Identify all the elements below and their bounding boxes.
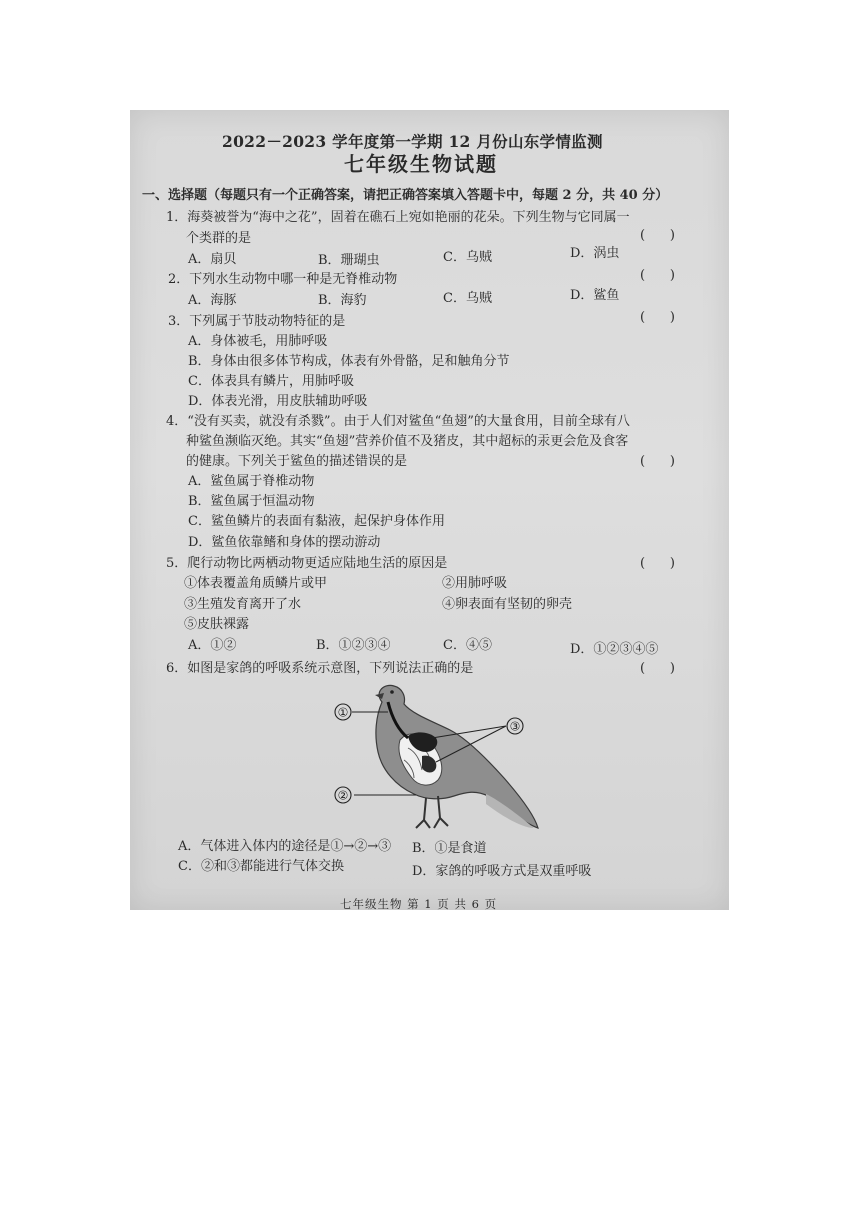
q3-stem: 3．下列属于节肢动物特征的是 <box>168 314 346 329</box>
q6-option-b: B．①是食道 <box>412 841 487 856</box>
pigeon-legs <box>416 796 448 828</box>
q4-answer-blank[interactable]: ( ) <box>640 454 675 469</box>
q5-item-4: ④卵表面有坚韧的卵壳 <box>442 597 573 612</box>
q2-option-d: D．鲨鱼 <box>570 288 620 303</box>
q5-option-d: D．①②③④⑤ <box>570 642 659 657</box>
figure-label-3: ③ <box>509 719 521 734</box>
q3-option-a: A．身体被毛，用肺呼吸 <box>188 334 328 349</box>
q2-option-a: A．海豚 <box>188 293 237 308</box>
page-title: 七年级生物试题 <box>344 152 498 176</box>
figure-label-1: ① <box>337 705 349 720</box>
q4-stem-line2: 种鲨鱼濒临灭绝。其实“鱼翅”营养价值不及猪皮，其中超标的汞更会危及食客 <box>186 434 629 449</box>
q1-stem-line2: 个类群的是 <box>186 231 252 246</box>
pigeon-respiratory-diagram <box>326 678 541 836</box>
q5-item-3: ③生殖发育离开了水 <box>184 597 302 612</box>
q4-stem-line1: 4．“没有买卖，就没有杀戮”。由于人们对鲨鱼“鱼翅”的大量食用，目前全球有八 <box>166 414 630 429</box>
q6-option-d: D．家鸽的呼吸方式是双重呼吸 <box>412 864 592 879</box>
q6-option-a: A．气体进入体内的途径是①→②→③ <box>178 839 392 854</box>
q6-stem: 6．如图是家鸽的呼吸系统示意图，下列说法正确的是 <box>166 661 474 676</box>
q3-answer-blank[interactable]: ( ) <box>640 310 675 325</box>
q4-option-a: A．鲨鱼属于脊椎动物 <box>188 474 315 489</box>
q4-option-b: B．鲨鱼属于恒温动物 <box>188 494 315 509</box>
q1-option-a: A．扇贝 <box>188 252 237 267</box>
q2-stem: 2．下列水生动物中哪一种是无脊椎动物 <box>168 272 398 287</box>
q5-item-1: ①体表覆盖角质鳞片或甲 <box>184 576 328 591</box>
q1-answer-blank[interactable]: ( ) <box>640 228 675 243</box>
page-footer: 七年级生物 第 1 页 共 6 页 <box>340 897 498 910</box>
q1-option-d: D．涡虫 <box>570 246 620 261</box>
q5-option-c: C．④⑤ <box>443 638 492 653</box>
q2-answer-blank[interactable]: ( ) <box>640 268 675 283</box>
q2-option-b: B．海豹 <box>318 293 367 308</box>
section-heading: 一、选择题（每题只有一个正确答案，请把正确答案填入答题卡中，每题 2 分，共 40 分） <box>142 188 669 203</box>
q4-option-d: D．鲨鱼依靠鳍和身体的摆动游动 <box>188 535 381 550</box>
q1-option-c: C．乌贼 <box>443 250 492 265</box>
exam-header: 2022－2023 学年度第一学期 12 月份山东学情监测 <box>222 132 603 151</box>
q6-answer-blank[interactable]: ( ) <box>640 661 675 676</box>
q3-option-c: C．体表具有鳞片，用肺呼吸 <box>188 374 354 389</box>
q4-option-c: C．鲨鱼鳞片的表面有黏液，起保护身体作用 <box>188 514 445 529</box>
pigeon-eye <box>390 690 394 694</box>
q5-answer-blank[interactable]: ( ) <box>640 556 675 571</box>
q1-stem-line1: 1．海葵被誉为“海中之花”，固着在礁石上宛如艳丽的花朵。下列生物与它同属一 <box>166 210 630 225</box>
q2-option-c: C．乌贼 <box>443 291 492 306</box>
q1-option-b: B．珊瑚虫 <box>318 253 380 268</box>
q3-option-b: B．身体由很多体节构成，体表有外骨骼，足和触角分节 <box>188 354 510 369</box>
q3-option-d: D．体表光滑，用皮肤辅助呼吸 <box>188 394 368 409</box>
q6-option-c: C．②和③都能进行气体交换 <box>178 859 344 874</box>
figure-label-2: ② <box>337 788 349 803</box>
q4-stem-line3: 的健康。下列关于鲨鱼的描述错误的是 <box>186 454 408 469</box>
q5-item-2: ②用肺呼吸 <box>442 576 508 591</box>
q5-item-5: ⑤皮肤裸露 <box>184 617 250 632</box>
q5-option-b: B．①②③④ <box>316 638 391 653</box>
exam-paper-photo <box>130 110 729 910</box>
q5-stem: 5．爬行动物比两栖动物更适应陆地生活的原因是 <box>166 556 448 571</box>
q5-option-a: A．①② <box>188 638 237 653</box>
